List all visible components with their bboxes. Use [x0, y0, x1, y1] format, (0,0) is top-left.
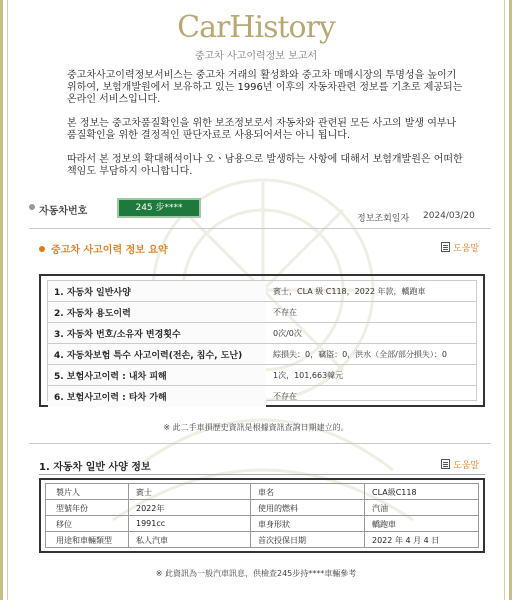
bullet-icon — [29, 204, 35, 210]
plate-row — [29, 196, 485, 226]
spec-key: 型號年份 — [56, 504, 88, 513]
summary-row-label: 4. 자동차보험 특수 사고이력(전손, 침수, 도난) — [54, 351, 243, 361]
spec-key: 用途和車輛類型 — [56, 536, 112, 545]
spec-value: 汽油 — [372, 504, 388, 513]
summary-row-label: 5. 보험사고이력 : 내차 피해 — [54, 372, 167, 382]
summary-row-label: 3. 자동차 번호/소유자 변경횟수 — [54, 330, 181, 340]
inquiry-date: 2024/03/20 — [423, 211, 475, 221]
summary-row-value: 1次，101,663韓元 — [273, 371, 344, 380]
spec-help-link[interactable] — [441, 458, 479, 471]
summary-row — [48, 386, 476, 407]
summary-section-title — [39, 241, 168, 256]
divider — [29, 443, 491, 444]
summary-row — [48, 344, 476, 365]
spec-key: 移位 — [56, 520, 72, 529]
summary-row-label: 1. 자동차 일반사양 — [54, 288, 131, 298]
summary-row — [48, 365, 476, 386]
spec-row — [46, 484, 478, 500]
summary-title-text: 중고차 사고이력 정보 요약 — [51, 245, 168, 256]
spec-table-inner — [45, 483, 479, 548]
spec-value: 2022年 — [136, 504, 165, 513]
inquiry-date-label: 정보조회일자 — [357, 214, 410, 224]
plate-label: 자동차번호 — [39, 206, 88, 217]
summary-row-value: 不存在 — [273, 308, 297, 317]
summary-row — [48, 323, 476, 344]
intro-paragraph-3: 따라서 본 정보의 확대해석이나 오ㆍ남용으로 발생하는 사항에 대해서 보험개발원은 어떠한 책임도 부담하지 아니합니다. — [67, 154, 463, 177]
spec-key: 使用的燃料 — [258, 504, 298, 513]
spec-value: 1991cc — [136, 519, 166, 528]
summary-row-value: 不存在 — [273, 392, 297, 401]
frame-border-right — [504, 0, 505, 600]
report-subtitle: 중고차 사고이력정보 보고서 — [194, 51, 318, 62]
carhistory-logo: CarHistory — [177, 10, 335, 45]
intro-paragraph-2: 본 정보는 중고차품질확인을 위한 보조정보로서 자동차와 관련된 모든 사고의 발생 여부나 품질확인을 위한 결정적인 판단자료로 사용되어서는 아니 됩니다. — [67, 118, 457, 141]
spec-value: 賓士 — [136, 488, 152, 497]
spec-footnote: ※ 此資訊為一般汽車訊息，供檢查245步持****車輛參考 — [155, 569, 357, 578]
summary-row-value: 賓士，CLA 級 C118，2022 年款，轎跑車 — [273, 287, 426, 296]
orange-bullet-icon — [39, 246, 45, 252]
summary-table — [39, 274, 485, 407]
spec-value: 私人汽車 — [136, 536, 168, 545]
help-label: 도움말 — [453, 461, 480, 471]
summary-help-link[interactable] — [441, 241, 479, 254]
spec-section-title: 1. 자동차 일반 사양 정보 — [39, 462, 151, 473]
spec-value: 2022 年 4 月 4 日 — [372, 536, 440, 545]
document-icon — [441, 459, 450, 469]
license-plate: 245 步**** — [117, 198, 201, 218]
divider — [39, 474, 485, 475]
document-icon — [441, 242, 450, 252]
summary-row-label: 6. 보험사고이력 : 타차 가해 — [54, 393, 167, 403]
summary-row — [48, 281, 476, 302]
spec-row — [46, 500, 478, 516]
summary-table-inner — [47, 280, 477, 401]
spec-key: 製片人 — [56, 488, 80, 497]
spec-table — [39, 478, 485, 553]
summary-row-value: 0次/0次 — [273, 329, 302, 338]
spec-row — [46, 516, 478, 532]
spec-value: 轎跑車 — [372, 520, 396, 529]
summary-row-label: 2. 자동차 용도이력 — [54, 309, 131, 319]
divider — [29, 228, 491, 229]
intro-text — [67, 70, 467, 190]
frame-border-left — [7, 0, 8, 600]
spec-row — [46, 532, 478, 548]
help-label: 도움말 — [453, 244, 480, 254]
spec-value: CLA級C118 — [372, 488, 417, 497]
spec-key: 首次投保日期 — [258, 536, 306, 545]
summary-row-value: 綜損失：0，竊盜：0，洪水（全部/部分損失）：0 — [273, 350, 447, 359]
summary-footnote: ※ 此二手車損歷史資訊是根據資訊查詢日期建立的。 — [163, 423, 349, 432]
intro-paragraph-1: 중고차사고이력정보서비스는 중고차 거래의 활성화와 중고차 매매시장의 투명성을 높이기 위하여, 보험개발원에서 보유하고 있는 1996년 이후의 자동차관련 정보를 기초로 제공되는 온라인 서비스입니다. — [67, 70, 463, 105]
spec-key: 車身形狀 — [258, 520, 290, 529]
spec-key: 車名 — [258, 488, 274, 497]
summary-row — [48, 302, 476, 323]
